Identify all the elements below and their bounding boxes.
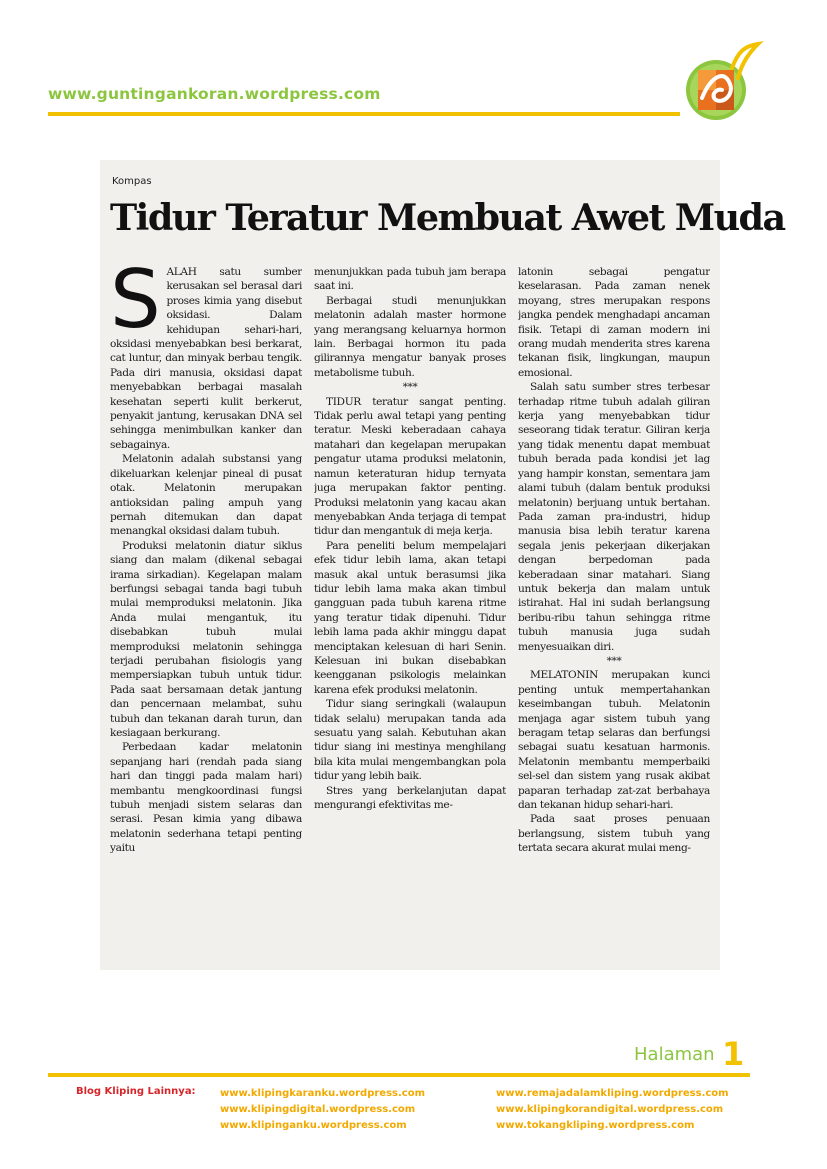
blog-link[interactable]: www.klipingkorandigital.wordpress.com bbox=[496, 1104, 724, 1115]
blog-links-left bbox=[220, 1086, 425, 1134]
article-paragraph: Berbagai studi menunjukkan melatonin adalah master hormone yang merangsang keluarnya hormon lain. Berbagai hormon itu pada gilirannya mengatur banyak proses metabolisme tubuh. bbox=[314, 294, 506, 379]
blog-link[interactable]: www.klipinganku.wordpress.com bbox=[220, 1120, 407, 1131]
page-number: 1 bbox=[722, 1035, 745, 1073]
article-paragraph: Salah satu sumber stres terbesar terhadap ritme tubuh adalah giliran kerja yang menyebabkan tidur seseorang tidak teratur. Giliran kerja yang tidak menentu dapat membuat tubuh berada pada kondisi jet lag yang hampir konstan, sementara jam alami tubuh (dalam bentuk produksi melatonin) berjuang untuk bertahan. Pada zaman pra-industri, hidup manusia bisa lebih teratur karena segala jenis pekerjaan dikerjakan dengan berpedoman pada keberadaan sinar matahari. Siang untuk bekerja dan malam untuk istirahat. Hal ini sudah berlangsung beribu-ribu tahun sehingga ritme tubuh manusia juga sudah menyesuaikan diri. bbox=[518, 381, 710, 653]
article-body bbox=[110, 265, 710, 965]
article-paragraph: TIDUR teratur sangat penting. Tidak perlu awal tetapi yang penting teratur. Meski keberadaan cahaya matahari dan kegelapan merupakan pengatur utama produksi melatonin, namun keteraturan hidup ternyata juga merupakan faktor penting. Produksi melatonin yang kacau akan menyebabkan Anda terjaga di tempat tidur dan mengantuk di meja kerja. bbox=[314, 395, 506, 538]
section-separator: *** bbox=[402, 381, 418, 394]
blog-link[interactable]: www.klipingkaranku.wordpress.com bbox=[220, 1088, 425, 1099]
article-paragraph: Pada saat proses penuaan berlangsung, sistem tubuh yang tertata secara akurat mulai meng- bbox=[518, 813, 710, 855]
site-url-link[interactable]: www.guntingankoran.wordpress.com bbox=[48, 85, 381, 103]
article-paragraph: Perbedaan kadar melatonin sepanjang hari (rendah pada siang hari dan tinggi pada malam hari) membantu mengkoordinasi fungsi tubuh menjadi sistem selaras dan serasi. Pesan kimia yang dibawa melatonin sederhana tetapi penting yaitu bbox=[110, 741, 302, 855]
section-separator: *** bbox=[606, 654, 622, 667]
article-headline: Tidur Teratur Membuat Awet Muda bbox=[110, 196, 785, 239]
article-paragraph: SALAH satu sumber kerusakan sel berasal dari proses kimia yang disebut oksidasi. Dalam kehidupan sehari-hari, oksidasi menyebabkan besi berkarat, cat luntur, dan minyak berbau tengik. Pada diri manusia, oksidasi dapat menyebabkan berbagai masalah kesehatan seperti kulit berkerut, penyakit jantung, kerusakan DNA sel sehingga menimbulkan kanker dan sebagainya. bbox=[110, 265, 302, 451]
page-label: Halaman bbox=[634, 1044, 715, 1065]
article-paragraph: Para peneliti belum mempelajari efek tidur lebih lama, akan tetapi masuk akal untuk berasumsi jika tidur lebih lama maka akan timbul gangguan pada tubuh karena ritme yang teratur tidak dipenuhi. Tidur lebih lama pada akhir minggu dapat menciptakan kelesuan di hari Senin. Kelesuan ini bukan disebabkan keengganan psikologis melainkan karena efek produksi melatonin. bbox=[314, 539, 506, 696]
kliping-logo-icon bbox=[680, 38, 764, 124]
footer-divider bbox=[48, 1073, 750, 1077]
blog-link[interactable]: www.tokangkliping.wordpress.com bbox=[496, 1120, 695, 1131]
blog-links-label: Blog Kliping Lainnya: bbox=[76, 1086, 196, 1097]
blog-links-right bbox=[496, 1086, 729, 1134]
article-column-1 bbox=[110, 265, 302, 965]
article-paragraph: MELATONIN merupakan kunci penting untuk mempertahankan keseimbangan tubuh. Melatonin menjaga agar sistem tubuh yang beragam tetap selaras dan berfungsi sebagai suatu kesatuan harmonis. Melatonin membantu memperbaiki sel-sel dan sistem yang rusak akibat paparan terhadap zat-zat berbahaya dan tekanan hidup sehari-hari. bbox=[518, 669, 710, 812]
blog-link[interactable]: www.remajadalamkliping.wordpress.com bbox=[496, 1088, 729, 1099]
article-source: Kompas bbox=[112, 176, 152, 187]
article-paragraph: Stres yang berkelanjutan dapat mengurangi efektivitas me- bbox=[314, 784, 506, 812]
blog-link[interactable]: www.klipingdigital.wordpress.com bbox=[220, 1104, 416, 1115]
article-paragraph: latonin sebagai pengatur keselarasan. Pada zaman nenek moyang, stres merupakan respons jangka pendek menghadapi ancaman fisik. Tetapi di zaman modern ini orang mudah menderita stres karena tekanan fisik, lingkungan, maupun emosional. bbox=[518, 266, 710, 379]
header-divider bbox=[48, 112, 680, 116]
article-column-2 bbox=[314, 265, 506, 965]
article-column-3 bbox=[518, 265, 710, 965]
article-paragraph: Tidur siang seringkali (walaupun tidak selalu) merupakan tanda ada sesuatu yang salah. Kebutuhan akan tidur siang ini mestinya menghilang bila kita mulai mengembangkan pola tidur yang lebih baik. bbox=[314, 698, 506, 783]
article-paragraph: Produksi melatonin diatur siklus siang dan malam (dikenal sebagai irama sirkadian). Kegelapan malam berfungsi sebagai tanda bagi tubuh mulai memproduksi melatonin. Jika Anda mulai mengantuk, itu disebabkan tubuh mulai memproduksi melatonin sehingga terjadi perubahan fisiologis yang mempersiapkan tubuh untuk tidur. Pada saat bersamaan detak jantung dan pencernaan melambat, suhu tubuh dan tekanan darah turun, dan kesiagaan berkurang. bbox=[110, 539, 302, 739]
article-paragraph: menunjukkan pada tubuh jam berapa saat ini. bbox=[314, 266, 506, 293]
article-paragraph: Melatonin adalah substansi yang dikeluarkan kelenjar pineal di pusat otak. Melatonin merupakan antioksidan paling ampuh yang pernah ditemukan dan dapat menangkal oksidasi dalam tubuh. bbox=[110, 453, 302, 538]
drop-cap: S bbox=[110, 265, 161, 346]
